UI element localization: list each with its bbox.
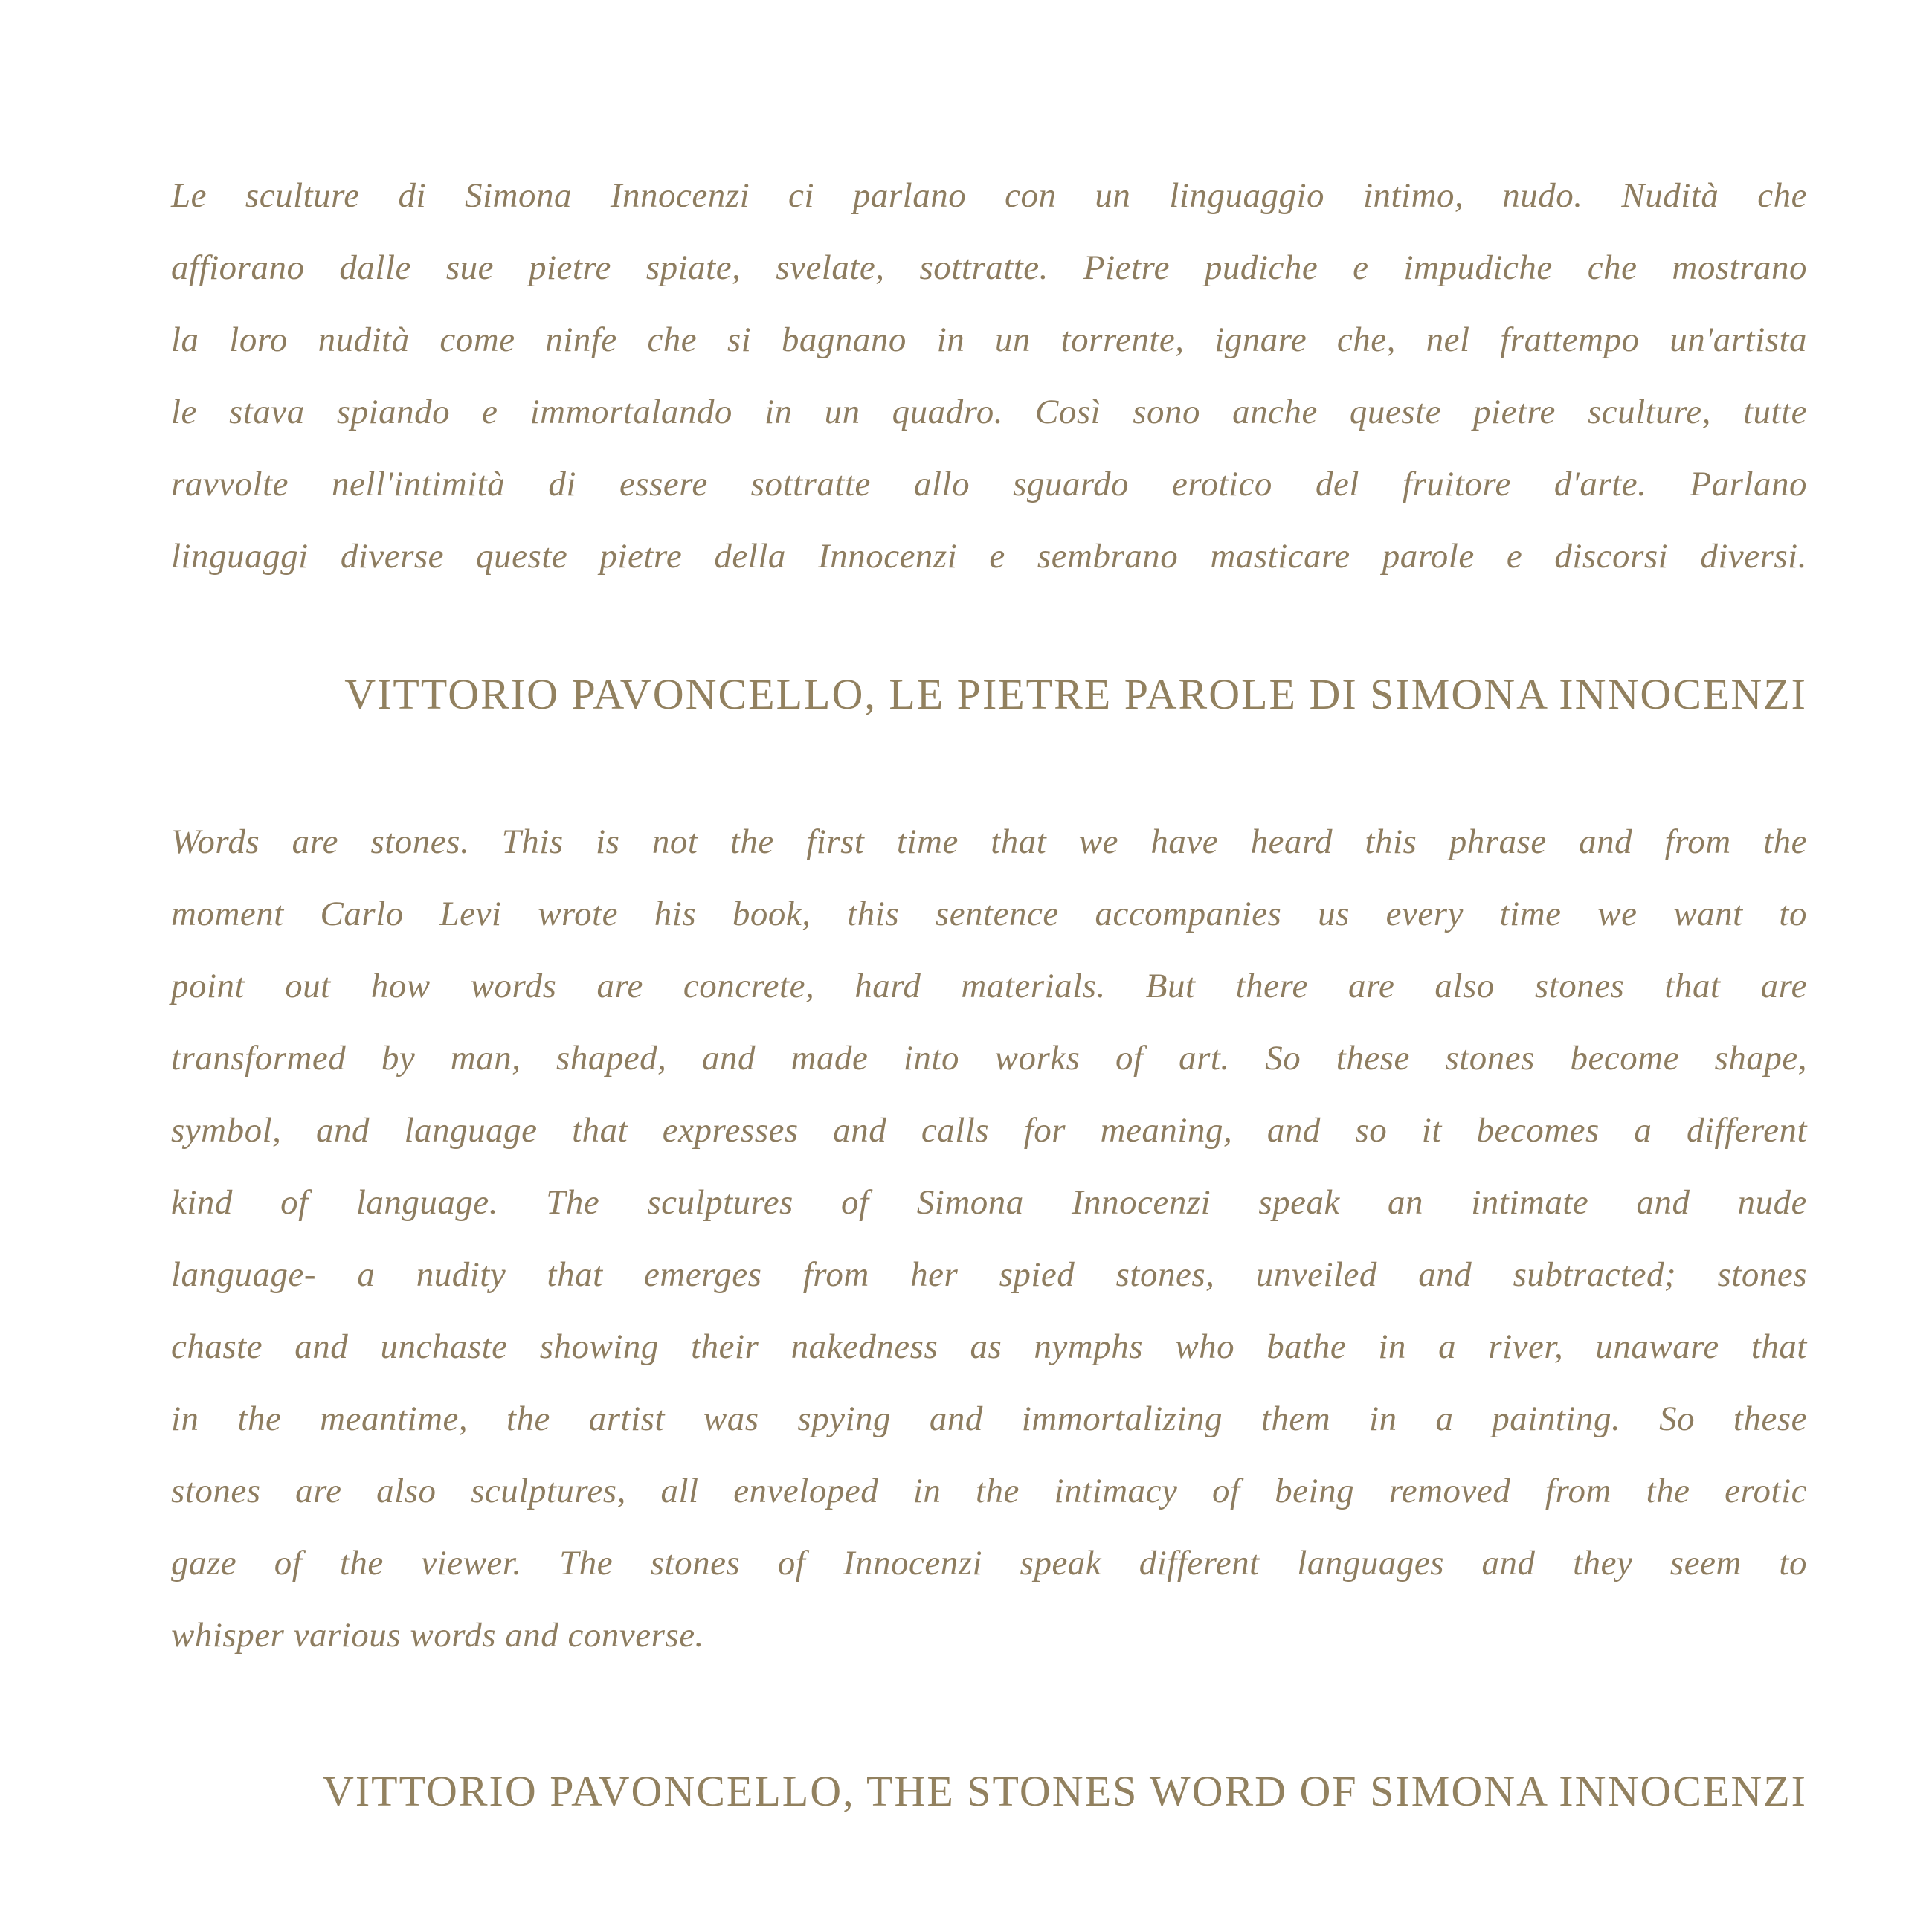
paragraph-line: le stava spiando e immortalando in un quadro. Così sono anche queste pietre sculture, tutte (171, 393, 1807, 431)
paragraph-line: Le sculture di Simona Innocenzi ci parlano con un linguaggio intimo, nudo. Nudità che (171, 176, 1807, 215)
italian-paragraph (171, 160, 1807, 593)
english-paragraph (171, 806, 1807, 1672)
paragraph-line: chaste and unchaste showing their nakedness as nymphs who bathe in a river, unaware that (171, 1327, 1807, 1366)
paragraph-line: gaze of the viewer. The stones of Innocenzi speak different languages and they seem to (171, 1544, 1807, 1582)
paragraph-line: language- a nudity that emerges from her spied stones, unveiled and subtracted; stones (171, 1255, 1807, 1294)
paragraph-line: la loro nudità come ninfe che si bagnano in un torrente, ignare che, nel frattempo un'artista (171, 321, 1807, 359)
paragraph-line: ravvolte nell'intimità di essere sottratte allo sguardo erotico del fruitore d'arte. Parlano (171, 465, 1807, 503)
paragraph-line: whisper various words and converse. (171, 1616, 704, 1655)
paragraph-line: kind of language. The sculptures of Simona Innocenzi speak an intimate and nude (171, 1183, 1807, 1222)
paragraph-line: symbol, and language that expresses and calls for meaning, and so it becomes a different (171, 1111, 1807, 1150)
paragraph-line: in the meantime, the artist was spying and immortalizing them in a painting. So these (171, 1400, 1807, 1438)
paragraph-line: Words are stones. This is not the first time that we have heard this phrase and from the (171, 822, 1807, 861)
paragraph-line: point out how words are concrete, hard materials. But there are also stones that are (171, 967, 1807, 1005)
paragraph-line: linguaggi diverse queste pietre della Innocenzi e sembrano masticare parole e discorsi diversi. (171, 537, 1807, 576)
paragraph-line: affiorano dalle sue pietre spiate, svelate, sottratte. Pietre pudiche e impudiche che mostrano (171, 248, 1807, 287)
paragraph-line: stones are also sculptures, all enveloped in the intimacy of being removed from the erotic (171, 1472, 1807, 1510)
paragraph-line: transformed by man, shaped, and made into works of art. So these stones become shape, (171, 1039, 1807, 1078)
attribution-english: VITTORIO PAVONCELLO, THE STONES WORD OF SIMONA INNOCENZI (322, 1767, 1807, 1815)
attribution-italian: VITTORIO PAVONCELLO, LE PIETRE PAROLE DI SIMONA INNOCENZI (344, 670, 1807, 718)
paragraph-line: moment Carlo Levi wrote his book, this sentence accompanies us every time we want to (171, 895, 1807, 933)
